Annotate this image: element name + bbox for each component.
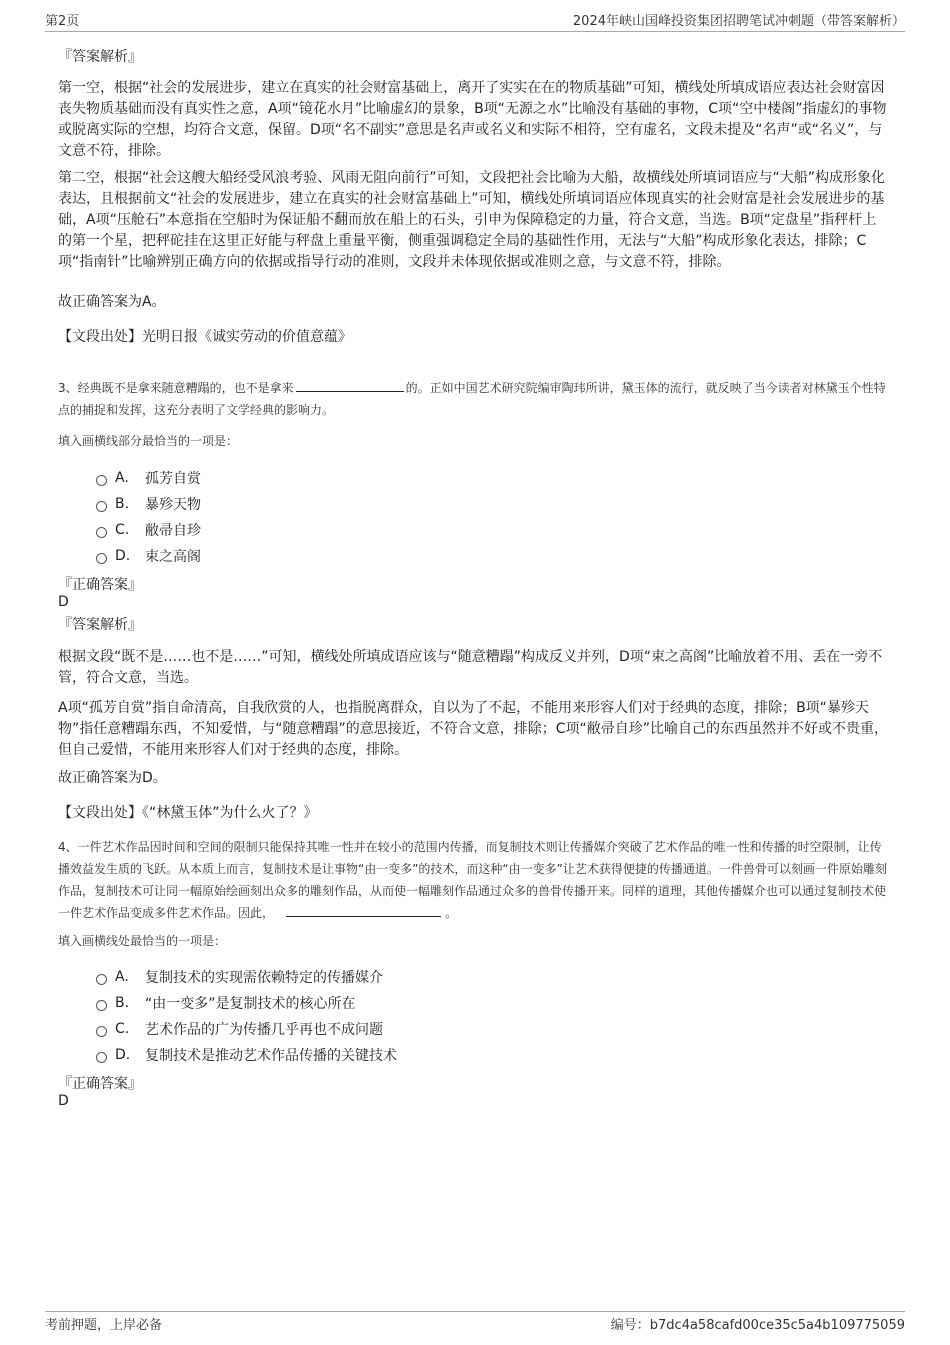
option-text: 敝帚自珍 [145, 523, 201, 539]
correct-answer-heading: 『正确答案』 [58, 1076, 142, 1092]
option-label: D. [115, 1047, 131, 1063]
fill-blank [286, 904, 441, 917]
analysis-heading: 『答案解析』 [58, 49, 142, 65]
option-text: 复制技术的实现需依赖特定的传播媒介 [145, 970, 383, 986]
answer-conclusion: 故正确答案为A。 [58, 294, 166, 310]
question-text: 。 [445, 906, 458, 920]
radio-button[interactable] [96, 1026, 107, 1037]
correct-answer: D [58, 1093, 69, 1109]
document-title: 2024年峡山国峰投资集团招聘笔试冲刺题（带答案解析） [572, 14, 905, 29]
question-prompt: 填入画横线部分最恰当的一项是： [58, 434, 239, 448]
option-b[interactable] [96, 993, 356, 1013]
analysis-paragraph: A项“孤芳自赏”指自命清高，自我欣赏的人，也指脱离群众，自以为了不起，不能用来形容人们对于经典的态度，排除；B项“暴殄天物”指任意糟蹋东西，不知爱惜，与“随意糟蹋”的意思接近，不符合文意，排除；C项“敝帚自珍”比喻自己的东西虽然并不好或不贵重，但自己爱惜，不能用来形容人们对于经典的态度，排除。 [58, 700, 889, 758]
question-3-text [58, 377, 893, 421]
option-a[interactable] [96, 967, 383, 987]
option-c[interactable] [96, 1019, 383, 1039]
analysis-paragraph: 第二空，根据“社会这艘大船经受风浪考验、风雨无阻向前行”可知，文段把社会比喻为大船，故横线处所填词语应与“大船”构成形象化表达，且根据前文“社会的发展进步，建立在真实的社会财富基础上”可知，横线处所填词语应体现真实的社会财富是社会发展进步的基础，A项“压舱石”本意指在空船时为保证船不翻而放在船上的石头，引申为保障稳定的力量，符合文意，当选。B项“定盘星”指秤杆上的第一个星，把秤砣挂在这里正好能与秤盘上重量平衡，侧重强调稳定全局的基础性作用，无法与“大船”构成形象化表达，排除；C项“指南针”比喻辨别正确方向的依据或指导行动的准则，文段并未体现依据或准则之意，与文意不符，排除。 [58, 170, 886, 270]
footer-slogan: 考前押题，上岸必备 [45, 1318, 163, 1333]
fill-blank [296, 379, 404, 392]
answer-conclusion: 故正确答案为D。 [58, 770, 167, 786]
option-text: “由一变多”是复制技术的核心所在 [145, 996, 356, 1012]
document-id: 编号：b7dc4a58cafd00ce35c5a4b109775059 [610, 1318, 905, 1333]
option-label: D. [115, 548, 131, 564]
radio-button[interactable] [96, 1000, 107, 1011]
option-text: 束之高阁 [145, 549, 201, 565]
analysis-paragraph: 根据文段“既不是……也不是……”可知，横线处所填成语应该与“随意糟蹋”构成反义并列，D项“束之高阁”比喻放着不用、丢在一旁不管，符合文意，当选。 [58, 649, 883, 686]
question-text: 4、一件艺术作品因时间和空间的限制只能保持其唯一性并在较小的范围内传播，而复制技术则让传播媒介突破了艺术作品的唯一性和传播的时空限制，让传播效益发生质的飞跃。从本质上而言，复制技术是让事物“由一变多”的技术，而这种“由一变多”让艺术获得便捷的传播通道。一件兽骨可以刻画一件原始雕刻作品，复制技术可让同一幅原始绘画刻出众多的雕刻作品，从而使一幅雕刻作品通过众多的兽骨传播开来。同样的道理，其他传播媒介也可以通过复制技术使一件艺术作品变成多件艺术作品。因此， [58, 840, 887, 920]
option-text: 复制技术是推动艺术作品传播的关键技术 [145, 1048, 397, 1064]
option-label: B. [115, 496, 130, 512]
radio-button[interactable] [96, 527, 107, 538]
correct-answer-heading: 『正确答案』 [58, 577, 142, 593]
radio-button[interactable] [96, 1052, 107, 1063]
radio-button[interactable] [96, 475, 107, 486]
option-label: C. [115, 522, 130, 538]
option-text: 暴殄天物 [145, 497, 201, 513]
radio-button[interactable] [96, 501, 107, 512]
option-c[interactable] [96, 520, 201, 540]
option-d[interactable] [96, 1045, 397, 1065]
option-text: 孤芳自赏 [145, 471, 201, 487]
question-4-text [58, 836, 893, 924]
question-text: 的。正如中国艺术研究院编审陶玮所讲，黛玉体的流行，就反映了当今读者对林黛玉个性特点的捕捉和发挥，这充分表明了文学经典的影响力。 [58, 381, 886, 417]
analysis-heading: 『答案解析』 [58, 617, 142, 633]
analysis-paragraph: 第一空，根据“社会的发展进步，建立在真实的社会财富基础上，离开了实实在在的物质基础”可知，横线处所填成语应表达社会财富因丧失物质基础而没有真实性之意，A项“镜花水月”比喻虚幻的景象，B项“无源之水”比喻没有基础的事物，C项“空中楼阁”指虚幻的事物或脱离实际的空想，均符合文意，保留。D项“名不副实”意思是名声或名义和实际不相符，空有虚名，文段未提及“名声”或“名义”，与文意不符，排除。 [58, 80, 887, 159]
option-label: C. [115, 1021, 130, 1037]
radio-button[interactable] [96, 974, 107, 985]
radio-button[interactable] [96, 553, 107, 564]
option-b[interactable] [96, 494, 201, 514]
footer-divider [45, 1311, 905, 1312]
option-d[interactable] [96, 546, 201, 566]
source-citation: 【文段出处】光明日报《诚实劳动的价值意蕴》 [58, 329, 352, 345]
question-text: 3、经典既不是拿来随意糟蹋的，也不是拿来 [58, 381, 294, 395]
page-number: 第2页 [45, 14, 80, 29]
option-label: B. [115, 995, 130, 1011]
option-a[interactable] [96, 468, 201, 488]
header-divider [45, 31, 905, 32]
option-label: A. [115, 969, 129, 985]
question-prompt: 填入画横线处最恰当的一项是： [58, 934, 227, 948]
option-label: A. [115, 470, 129, 486]
source-citation: 【文段出处】《“林黛玉体”为什么火了？》 [58, 805, 318, 821]
option-text: 艺术作品的广为传播几乎再也不成问题 [145, 1022, 383, 1038]
correct-answer: D [58, 594, 69, 610]
